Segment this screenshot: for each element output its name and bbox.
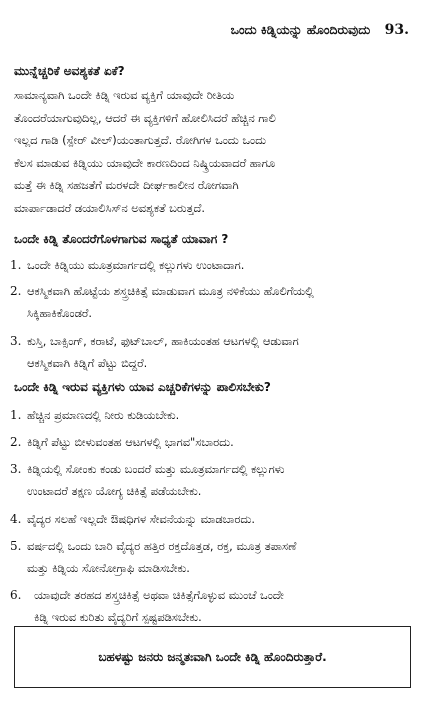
list-item-line: ಆಕಸ್ಮಿಕವಾಗಿ ಕಿಡ್ನಿಗೆ ಪೆಟ್ಟು ಬಿದ್ದರೆ.	[27, 356, 148, 371]
list-number: 1.	[10, 258, 22, 272]
running-header	[150, 22, 409, 38]
list-item-line: ಮತ್ತು ಕಿಡ್ನಿಯ ಸೋನೋಗ್ರಾಫಿ ಮಾಡಿಸಬೇಕು.	[27, 561, 190, 576]
list-item	[10, 330, 416, 375]
list-item-line: ಕಿಡ್ನಿ ಇರುವ ಕುರಿತು ವೈದ್ಯರಿಗೆ ಸ್ಪಷ್ಟಪಡಿಸಬೇಕು.	[34, 610, 202, 625]
list-item-line: ಕಿಡ್ನಿಗೆ ಪೆಟ್ಟು ಬೀಳುವಂತಹ ಆಟಗಳಲ್ಲಿ ಭಾಗವ"ಸಬಾರದು.	[27, 435, 234, 449]
list-item-line: ಹೆಚ್ಚಿನ ಪ್ರಮಾಣದಲ್ಲಿ ನೀರು ಕುಡಿಯಬೇಕು.	[27, 408, 180, 422]
list-item-line: ಒಂದೇ ಕಿಡ್ನಿಯು ಮೂತ್ರಮಾರ್ಗದಲ್ಲಿ ಕಲ್ಲುಗಳು ಉಂಟಾದಾಗ.	[27, 258, 245, 272]
list-item-line: ಉಂಟಾದರೆ ತಕ್ಷಣ ಯೋಗ್ಯ ಚಿಕಿತ್ಸೆ ಪಡೆಯಬೇಕು.	[27, 484, 202, 499]
paragraph-line: ಸಾಮಾನ್ಯವಾಗಿ ಒಂದೇ ಕಿಡ್ನಿ ಇರುವ ವ್ಯಕ್ತಿಗೆ ಯಾವುದೇ ರೀತಿಯ	[14, 88, 235, 102]
list-item	[10, 280, 416, 325]
page-number: 93.	[384, 22, 409, 38]
section-heading-risk-situations: ಒಂದೇ ಕಿಡ್ನಿ ತೊಂದರೆಗೊಳಗಾಗುವ ಸಾಧ್ಯತೆ ಯಾವಾಗ ?	[14, 232, 229, 246]
list-item	[10, 508, 416, 530]
paragraph-line: ಮತ್ತೆ ಈ ಕಿಡ್ನಿ ಸಹಜತೆಗೆ ಮರಳದೇ ದೀರ್ಘಕಾಲೀನ ರೋಗವಾಗಿ	[14, 178, 239, 193]
list-number: 6.	[10, 588, 22, 602]
list-item-line: ವರ್ಷದಲ್ಲಿ ಒಂದು ಬಾರಿ ವೈದ್ಯರ ಹತ್ತಿರ ರಕ್ತದೊತ್ತಡ, ರಕ್ತ, ಮೂತ್ರ ತಪಾಸಣೆ	[27, 539, 297, 553]
list-item	[10, 431, 416, 453]
list-item	[10, 254, 416, 276]
list-item-line: ಕಿಡ್ನಿಯಲ್ಲಿ ಸೋಂಕು ಕಂಡು ಬಂದರೆ ಮತ್ತು ಮೂತ್ರಮಾರ್ಗದಲ್ಲಿ ಕಲ್ಲುಗಳು	[27, 462, 285, 476]
list-number: 4.	[10, 512, 22, 526]
list-item-line: ಯಾವುದೇ ತರಹದ ಶಸ್ತ್ರಚಿಕಿತ್ಸೆ ಅಥವಾ ಚಿಕಿತ್ಸೆಗೊಳ್ಳುವ ಮುಂಚೆ ಒಂದೇ	[34, 588, 284, 602]
list-number: 3.	[10, 334, 22, 348]
section-heading-precautions: ಒಂದೇ ಕಿಡ್ನಿ ಇರುವ ವ್ಯಕ್ತಿಗಳು ಯಾವ ಎಚ್ಚರಿಕೆಗಳನ್ನು ಪಾಲಿಸಬೇಕು?	[14, 380, 271, 394]
paragraph-line: ತೊಂದರೆಯಾಗುವುದಿಲ್ಲ, ಆದರೆ ಈ ವ್ಯಕ್ತಿಗಳಿಗೆ ಹೋಲಿಸಿದರೆ ಹೆಚ್ಚಿನ ಗಾಲಿ	[14, 110, 276, 125]
list-item-line: ಸಿಕ್ಕಿಹಾಕಿಕೊಂಡರೆ.	[27, 306, 92, 321]
list-number: 5.	[10, 539, 22, 553]
list-item	[10, 404, 416, 426]
paragraph-line: ಕೆಲಸ ಮಾಡುವ ಕಿಡ್ನಿಯು ಯಾವುದೇ ಕಾರಣದಿಂದ ನಿಷ್ಕ್ರಿಯವಾದರೆ ಹಾಗೂ	[14, 155, 276, 170]
paragraph-line: ಇಲ್ಲದ ಗಾಡಿ (ಸ್ಪೇರ್ ವೀಲ್)ಯಂತಾಗುತ್ತದೆ. ರೋಗಿಗಳ ಒಂದು ಒಂದು	[14, 133, 267, 148]
list-item	[10, 584, 416, 629]
list-number: 1.	[10, 408, 22, 422]
list-number: 2.	[10, 284, 22, 298]
list-item	[10, 535, 416, 580]
list-number: 3.	[10, 462, 22, 476]
paragraph-line: ಮಾರ್ಪಾಡಾದರೆ ಡಯಾಲಿಸಿಸ್‌ನ ಅವಶ್ಯಕತೆ ಬರುತ್ತದೆ.	[14, 200, 205, 215]
notice-box	[14, 626, 411, 688]
list-number: 2.	[10, 435, 22, 449]
list-item-line: ಆಕಸ್ಮಿಕವಾಗಿ ಹೊಟ್ಟೆಯ ಶಸ್ತ್ರಚಿಕಿತ್ಸೆ ಮಾಡುವಾಗ ಮೂತ್ರ ನಳಿಕೆಯು ಹೊಲಿಗೆಯಲ್ಲಿ	[27, 284, 314, 298]
list-item-line: ಕುಸ್ತಿ, ಬಾಕ್ಸಿಂಗ್, ಕರಾಟೆ, ಫುಟ್‌ಬಾಲ್, ಹಾಕಿಯಂತಹ ಆಟಗಳಲ್ಲಿ ಆಡುವಾಗ	[27, 334, 299, 348]
paragraph-intro	[14, 84, 414, 220]
section-heading-why-caution: ಮುನ್ನೆಚ್ಚರಿಕೆ ಅವಶ್ಯಕತೆ ಏಕೆ?	[14, 64, 125, 78]
list-item	[10, 458, 416, 503]
notice-text: ಬಹಳಷ್ಟು ಜನರು ಜನ್ಮತಃವಾಗಿ ಒಂದೇ ಕಿಡ್ನಿ ಹೊಂದಿರುತ್ತಾರೆ.	[98, 649, 327, 664]
list-item-line: ವೈದ್ಯರ ಸಲಹೆ ಇಲ್ಲದೇ ಔಷಧಿಗಳ ಸೇವನೆಯನ್ನು ಮಾಡಬಾರದು.	[27, 512, 255, 526]
chapter-title: ಒಂದು ಕಿಡ್ನಿಯನ್ನು ಹೊಂದಿರುವುದು	[230, 22, 371, 37]
